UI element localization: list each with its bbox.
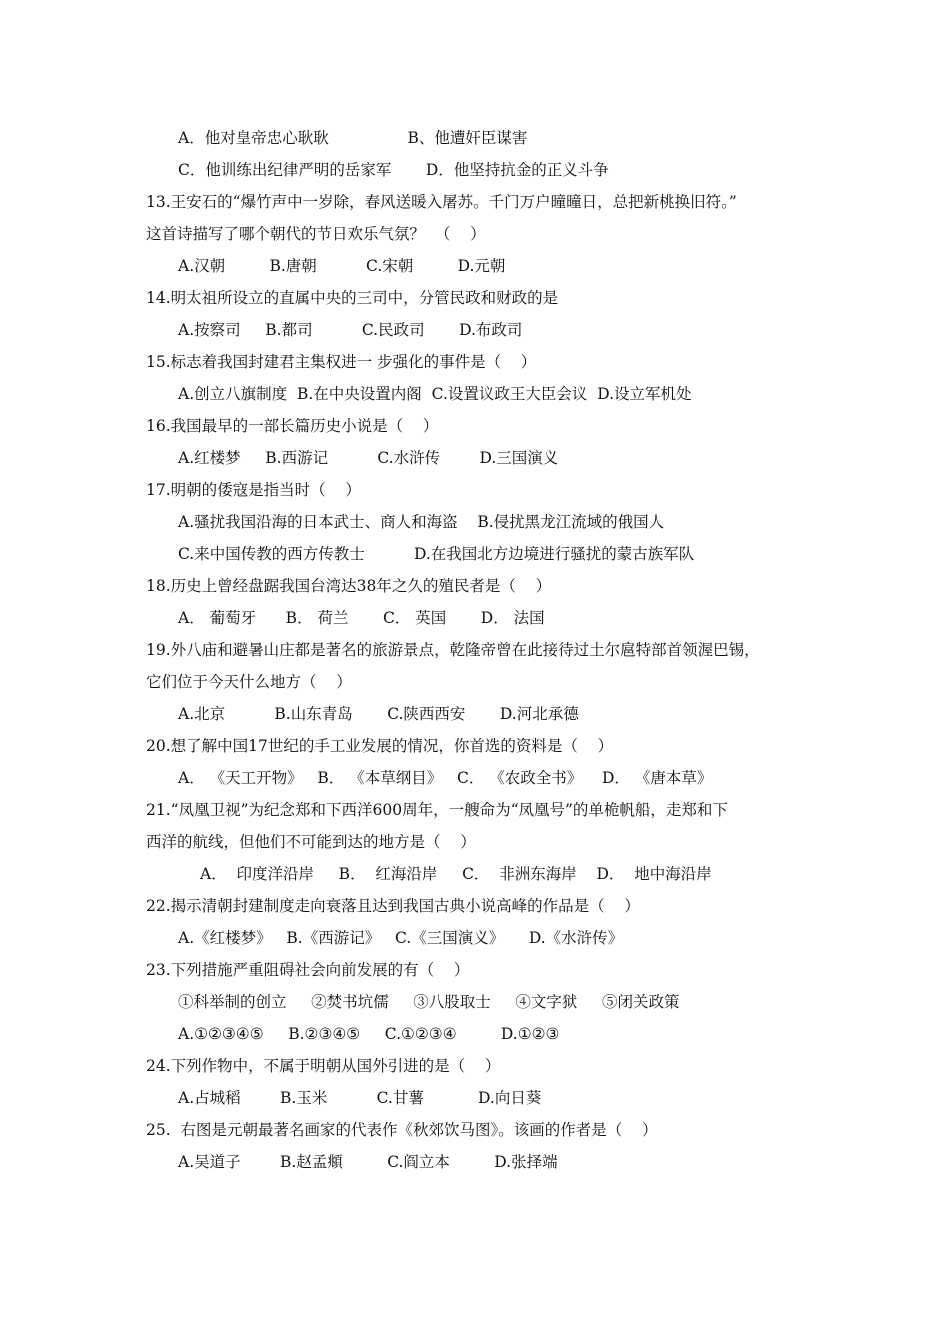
q14-question: 14.明太祖所设立的直属中央的三司中，分管民政和财政的是	[146, 289, 559, 307]
q24-options: A.占城稻 B.玉米 C.甘薯 D.向日葵	[178, 1089, 542, 1107]
q23-items: ①科举制的创立 ②焚书坑儒 ③八股取士 ④文字狱 ⑤闭关政策	[178, 993, 680, 1011]
q25-question: 25. 右图是元朝最著名画家的代表作《秋郊饮马图》。该画的作者是（ ）	[146, 1121, 658, 1139]
q16-question: 16.我国最早的一部长篇历史小说是（ ）	[146, 417, 439, 435]
q12-options-row1: A．他对皇帝忠心耿耿 B、他遭奸臣谋害	[178, 129, 528, 147]
q16-options: A.红楼梦 B.西游记 C.水浒传 D.三国演义	[178, 449, 559, 467]
q15-options: A.创立八旗制度 B.在中央设置内阁 C.设置议政王大臣会议 D.设立军机处	[178, 385, 692, 403]
q17-options-row2: C.来中国传教的西方传教士 D.在我国北方边境进行骚扰的蒙古族军队	[178, 545, 695, 563]
q19-question-line1: 19.外八庙和避暑山庄都是著名的旅游景点，乾隆帝曾在此接待过土尔扈特部首领渥巴锡，	[146, 641, 760, 659]
q22-options: A.《红楼梦》 B.《西游记》 C.《三国演义》 D.《水浒传》	[178, 929, 624, 947]
q22-question: 22.揭示清朝封建制度走向衰落且达到我国古典小说高峰的作品是（ ）	[146, 897, 640, 915]
q23-options: A.①②③④⑤ B.②③④⑤ C.①②③④ D.①②③	[178, 1025, 560, 1043]
q21-question-line1: 21.“凤凰卫视”为纪念郑和下西洋600周年，一艘命为“凤凰号”的单桅帆船，走郑和下	[146, 801, 728, 819]
q20-question: 20.想了解中国17世纪的手工业发展的情况，你首选的资料是（ ）	[146, 737, 614, 755]
q24-question: 24.下列作物中，不属于明朝从国外引进的是（ ）	[146, 1057, 501, 1075]
q12-options-row2: C．他训练出纪律严明的岳家军 D．他坚持抗金的正义斗争	[178, 161, 609, 179]
q15-question: 15.标志着我国封建君主集权进一 步强化的事件是（ ）	[146, 353, 537, 371]
q25-options: A.吴道子 B.赵孟頫 C.阎立本 D.张择端	[178, 1153, 558, 1171]
q23-question: 23.下列措施严重阻碍社会向前发展的有（ ）	[146, 961, 470, 979]
q14-options: A.按察司 B.都司 C.民政司 D.布政司	[178, 321, 523, 339]
q13-question-line2: 这首诗描写了哪个朝代的节日欢乐气氛？ （ ）	[146, 225, 486, 243]
q21-question-line2: 西洋的航线，但他们不可能到达的地方是（ ）	[146, 833, 476, 851]
q20-options: A． 《天工开物》 B． 《本草纲目》 C． 《农政全书》 D． 《唐本草》	[178, 769, 713, 787]
q18-options: A． 葡萄牙 B． 荷兰 C． 英国 D． 法国	[178, 609, 545, 627]
q19-question-line2: 它们位于今天什么地方（ ）	[146, 673, 352, 691]
q18-question: 18.历史上曾经盘踞我国台湾达38年之久的殖民者是（ ）	[146, 577, 552, 595]
q17-question: 17.明朝的倭寇是指当时（ ）	[146, 481, 361, 499]
q21-options: A． 印度洋沿岸 B． 红海沿岸 C． 非洲东海岸 D． 地中海沿岸	[200, 865, 712, 883]
q17-options-row1: A.骚扰我国沿海的日本武士、商人和海盗 B.侵扰黑龙江流域的俄国人	[178, 513, 665, 531]
q19-options: A.北京 B.山东青岛 C.陕西西安 D.河北承德	[178, 705, 579, 723]
q13-options: A.汉朝 B.唐朝 C.宋朝 D.元朝	[178, 257, 506, 275]
q13-question-line1: 13.王安石的“爆竹声中一岁除，春风送暖入屠苏。千门万户曈曈日，总把新桃换旧符。”	[146, 193, 737, 211]
